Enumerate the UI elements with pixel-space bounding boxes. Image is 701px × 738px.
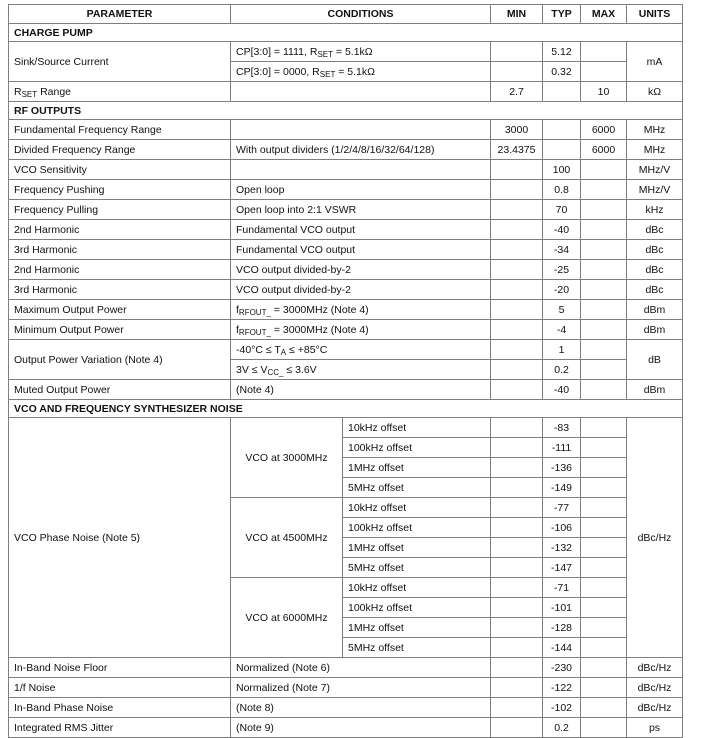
max-cell [581, 340, 627, 360]
table-row [9, 698, 683, 718]
table-row [9, 658, 683, 678]
cond-cell: Normalized (Note 6) [231, 658, 491, 678]
typ-cell: -132 [543, 538, 581, 558]
typ-cell: 0.2 [543, 360, 581, 380]
cond-cell: Open loop [231, 180, 491, 200]
max-cell [581, 280, 627, 300]
max-cell [581, 260, 627, 280]
min-cell [491, 360, 543, 380]
vco-group-label: VCO at 3000MHz [231, 418, 343, 498]
typ-cell [543, 82, 581, 102]
max-cell [581, 458, 627, 478]
param-cell: Maximum Output Power [9, 300, 231, 320]
units-cell: ps [627, 718, 683, 738]
section-title-noise: VCO AND FREQUENCY SYNTHESIZER NOISE [9, 400, 683, 418]
cond-cell: VCO output divided-by-2 [231, 260, 491, 280]
typ-cell: -40 [543, 380, 581, 400]
typ-cell: -25 [543, 260, 581, 280]
typ-cell: 5.12 [543, 42, 581, 62]
cond-cell: $-40^\circ C \le T_A \le +85^\circ C$ [231, 340, 491, 360]
units-cell: dBc/Hz [627, 418, 683, 658]
typ-cell: 1 [543, 340, 581, 360]
table-row [9, 240, 683, 260]
offset-cell: 5MHz offset [343, 478, 491, 498]
max-cell [581, 678, 627, 698]
max-cell [581, 558, 627, 578]
param-cell: In-Band Noise Floor [9, 658, 231, 678]
typ-cell: -102 [543, 698, 581, 718]
max-cell [581, 380, 627, 400]
param-cell: 2nd Harmonic [9, 220, 231, 240]
table-row [9, 678, 683, 698]
cond-cell: $3V \le V_{CC\_} \le 3.6V$ [231, 360, 491, 380]
units-cell: kHz [627, 200, 683, 220]
cond-cell [231, 160, 491, 180]
vco-group-label: VCO at 4500MHz [231, 498, 343, 578]
min-cell [491, 340, 543, 360]
max-cell [581, 300, 627, 320]
max-cell [581, 718, 627, 738]
max-cell [581, 438, 627, 458]
param-cell: Minimum Output Power [9, 320, 231, 340]
param-cell: In-Band Phase Noise [9, 698, 231, 718]
max-cell [581, 618, 627, 638]
max-cell [581, 360, 627, 380]
max-cell [581, 658, 627, 678]
offset-cell: 5MHz offset [343, 558, 491, 578]
min-cell [491, 418, 543, 438]
min-cell [491, 518, 543, 538]
table-row [9, 120, 683, 140]
max-cell [581, 538, 627, 558]
cond-cell: CP[3:0] = 1111, $R_{SET} = 5.1k\Omega$ [231, 42, 491, 62]
table-row [9, 418, 683, 438]
table-row [9, 220, 683, 240]
header-typ: TYP [543, 5, 581, 24]
units-cell: dBm [627, 300, 683, 320]
table-row [9, 380, 683, 400]
units-cell: dBc/Hz [627, 658, 683, 678]
min-cell [491, 558, 543, 578]
max-cell [581, 418, 627, 438]
units-cell: kΩ [627, 82, 683, 102]
param-cell: VCO Phase Noise (Note 5) [9, 418, 231, 658]
typ-cell: 0.2 [543, 718, 581, 738]
offset-cell: 1MHz offset [343, 458, 491, 478]
min-cell [491, 42, 543, 62]
min-cell [491, 578, 543, 598]
param-cell: Muted Output Power [9, 380, 231, 400]
max-cell [581, 478, 627, 498]
cond-cell: Fundamental VCO output [231, 240, 491, 260]
min-cell [491, 458, 543, 478]
table-row [9, 140, 683, 160]
max-cell [581, 698, 627, 718]
param-cell: Frequency Pulling [9, 200, 231, 220]
param-cell: Integrated RMS Jitter [9, 718, 231, 738]
min-cell [491, 200, 543, 220]
cond-cell [231, 120, 491, 140]
min-cell: 3000 [491, 120, 543, 140]
min-cell [491, 260, 543, 280]
units-cell: dBc/Hz [627, 678, 683, 698]
table-row [9, 260, 683, 280]
spec-table [8, 4, 683, 738]
cond-cell: CP[3:0] = 0000, $R_{SET} = 5.1k\Omega$ [231, 62, 491, 82]
offset-cell: 10kHz offset [343, 578, 491, 598]
min-cell [491, 240, 543, 260]
vco-group-label: VCO at 6000MHz [231, 578, 343, 658]
typ-cell: 0.8 [543, 180, 581, 200]
typ-cell: -144 [543, 638, 581, 658]
typ-cell: -230 [543, 658, 581, 678]
table-row [9, 718, 683, 738]
cond-cell [231, 82, 491, 102]
section-title-rf-outputs: RF OUTPUTS [9, 102, 683, 120]
min-cell [491, 380, 543, 400]
units-cell: MHz/V [627, 180, 683, 200]
max-cell [581, 42, 627, 62]
typ-cell: -106 [543, 518, 581, 538]
min-cell [491, 598, 543, 618]
table-row [9, 200, 683, 220]
typ-cell: -136 [543, 458, 581, 478]
header-row [9, 5, 683, 24]
cond-cell: (Note 9) [231, 718, 491, 738]
section-row [9, 102, 683, 120]
min-cell: 2.7 [491, 82, 543, 102]
min-cell [491, 160, 543, 180]
units-cell: dBc/Hz [627, 698, 683, 718]
typ-cell: -40 [543, 220, 581, 240]
typ-cell: 70 [543, 200, 581, 220]
max-cell [581, 498, 627, 518]
typ-cell: -20 [543, 280, 581, 300]
cond-cell: Normalized (Note 7) [231, 678, 491, 698]
cond-cell: With output dividers (1/2/4/8/16/32/64/128) [231, 140, 491, 160]
cond-cell: VCO output divided-by-2 [231, 280, 491, 300]
min-cell [491, 618, 543, 638]
offset-cell: 100kHz offset [343, 438, 491, 458]
table-row [9, 320, 683, 340]
table-row [9, 42, 683, 62]
param-cell: 3rd Harmonic [9, 240, 231, 260]
units-cell: MHz/V [627, 160, 683, 180]
min-cell [491, 300, 543, 320]
max-cell [581, 160, 627, 180]
min-cell [491, 320, 543, 340]
cond-cell: Fundamental VCO output [231, 220, 491, 240]
cond-cell: $f_{RFOUT\_} = 3000MHz$ (Note 4) [231, 320, 491, 340]
units-cell: mA [627, 42, 683, 82]
typ-cell: -149 [543, 478, 581, 498]
param-cell: Frequency Pushing [9, 180, 231, 200]
max-cell [581, 200, 627, 220]
typ-cell [543, 140, 581, 160]
max-cell: 10 [581, 82, 627, 102]
max-cell [581, 62, 627, 82]
param-cell: 2nd Harmonic [9, 260, 231, 280]
header-units: UNITS [627, 5, 683, 24]
table-row [9, 340, 683, 360]
param-cell: Output Power Variation (Note 4) [9, 340, 231, 380]
typ-cell: -71 [543, 578, 581, 598]
param-cell: Sink/Source Current [9, 42, 231, 82]
max-cell: 6000 [581, 140, 627, 160]
table-row [9, 160, 683, 180]
max-cell [581, 518, 627, 538]
units-cell: dB [627, 340, 683, 380]
typ-cell: 100 [543, 160, 581, 180]
max-cell [581, 320, 627, 340]
min-cell [491, 658, 543, 678]
min-cell [491, 638, 543, 658]
param-cell: 1/f Noise [9, 678, 231, 698]
min-cell [491, 180, 543, 200]
typ-cell [543, 120, 581, 140]
max-cell [581, 240, 627, 260]
typ-cell: -128 [543, 618, 581, 638]
cond-cell: Open loop into 2:1 VSWR [231, 200, 491, 220]
max-cell [581, 598, 627, 618]
offset-cell: 1MHz offset [343, 618, 491, 638]
units-cell: dBc [627, 280, 683, 300]
offset-cell: 10kHz offset [343, 418, 491, 438]
cond-cell: (Note 4) [231, 380, 491, 400]
max-cell [581, 180, 627, 200]
param-cell: VCO Sensitivity [9, 160, 231, 180]
max-cell: 6000 [581, 120, 627, 140]
min-cell [491, 438, 543, 458]
param-cell: Fundamental Frequency Range [9, 120, 231, 140]
units-cell: MHz [627, 120, 683, 140]
param-cell: $R_{SET}$ Range [9, 82, 231, 102]
table-row [9, 82, 683, 102]
units-cell: dBm [627, 380, 683, 400]
param-cell: 3rd Harmonic [9, 280, 231, 300]
min-cell [491, 220, 543, 240]
min-cell [491, 62, 543, 82]
cond-cell: $f_{RFOUT\_} = 3000MHz$ (Note 4) [231, 300, 491, 320]
units-cell: dBc [627, 220, 683, 240]
section-row [9, 24, 683, 42]
typ-cell: -4 [543, 320, 581, 340]
typ-cell: 5 [543, 300, 581, 320]
header-max: MAX [581, 5, 627, 24]
min-cell [491, 538, 543, 558]
typ-cell: -83 [543, 418, 581, 438]
max-cell [581, 638, 627, 658]
header-conditions: CONDITIONS [231, 5, 491, 24]
units-cell: dBc [627, 240, 683, 260]
min-cell [491, 280, 543, 300]
max-cell [581, 578, 627, 598]
offset-cell: 5MHz offset [343, 638, 491, 658]
min-cell [491, 678, 543, 698]
offset-cell: 100kHz offset [343, 598, 491, 618]
typ-cell: -147 [543, 558, 581, 578]
min-cell [491, 498, 543, 518]
typ-cell: 0.32 [543, 62, 581, 82]
max-cell [581, 220, 627, 240]
min-cell [491, 478, 543, 498]
section-row [9, 400, 683, 418]
min-cell [491, 718, 543, 738]
units-cell: MHz [627, 140, 683, 160]
typ-cell: -34 [543, 240, 581, 260]
table-row [9, 280, 683, 300]
typ-cell: -111 [543, 438, 581, 458]
min-cell [491, 698, 543, 718]
table-row [9, 300, 683, 320]
units-cell: dBm [627, 320, 683, 340]
param-cell: Divided Frequency Range [9, 140, 231, 160]
typ-cell: -122 [543, 678, 581, 698]
section-title-charge-pump: CHARGE PUMP [9, 24, 683, 42]
offset-cell: 1MHz offset [343, 538, 491, 558]
typ-cell: -101 [543, 598, 581, 618]
cond-cell: (Note 8) [231, 698, 491, 718]
header-parameter: PARAMETER [9, 5, 231, 24]
typ-cell: -77 [543, 498, 581, 518]
units-cell: dBc [627, 260, 683, 280]
offset-cell: 100kHz offset [343, 518, 491, 538]
offset-cell: 10kHz offset [343, 498, 491, 518]
min-cell: 23.4375 [491, 140, 543, 160]
table-row [9, 180, 683, 200]
header-min: MIN [491, 5, 543, 24]
